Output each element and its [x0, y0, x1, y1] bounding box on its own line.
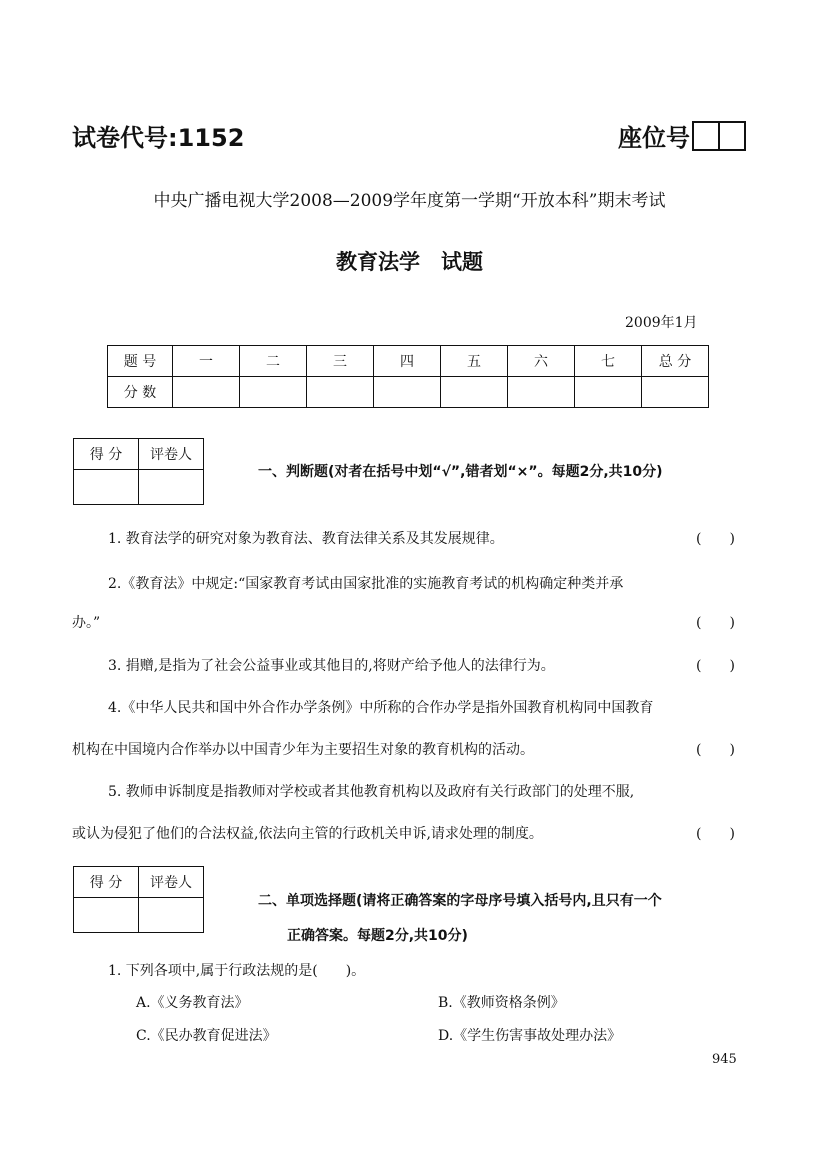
score-input-cell [173, 377, 240, 408]
score-input-cell [240, 377, 307, 408]
mc-question: 1. 下列各项中,属于行政法规的是( )。 [108, 963, 366, 979]
score-table [107, 345, 709, 408]
seat-label: 座位号 [618, 124, 690, 152]
seat-boxes [692, 121, 746, 151]
answer-paren: ( ) [696, 826, 735, 842]
section2-heading-line1: 二、单项选择题(请将正确答案的字母序号填入括号内,且只有一个 [258, 893, 662, 909]
score-table-cell: 题 号 [108, 346, 173, 377]
grader-name-cell [139, 898, 204, 933]
question-line: 办。” [72, 615, 101, 631]
answer-paren: ( ) [696, 615, 735, 631]
score-table-cell: 五 [441, 346, 508, 377]
grader-score-cell [74, 898, 139, 933]
score-input-cell [441, 377, 508, 408]
grader-score-cell [74, 470, 139, 505]
option-a: A.《义务教育法》 [136, 995, 249, 1011]
grader-score-label: 得 分 [74, 439, 139, 470]
grader-score-label: 得 分 [74, 867, 139, 898]
grader-name-label: 评卷人 [139, 439, 204, 470]
option-c: C.《民办教育促进法》 [136, 1028, 277, 1044]
seat-box [694, 123, 718, 149]
option-b: B.《教师资格条例》 [438, 995, 565, 1011]
question-line: 4.《中华人民共和国中外合作办学条例》中所称的合作办学是指外国教育机构同中国教育 [108, 700, 654, 716]
score-table-header-row [108, 346, 709, 377]
grader-name-cell [139, 470, 204, 505]
score-input-cell [642, 377, 709, 408]
answer-paren: ( ) [696, 742, 735, 758]
score-input-cell [307, 377, 374, 408]
score-table-score-row [108, 377, 709, 408]
score-table-cell: 四 [374, 346, 441, 377]
question-line: 2.《教育法》中规定:“国家教育考试由国家批准的实施教育考试的机构确定种类并承 [108, 576, 624, 592]
section1-heading: 一、判断题(对者在括号中划“√”,错者划“×”。每题2分,共10分) [258, 464, 663, 480]
question-line: 1. 教育法学的研究对象为教育法、教育法律关系及其发展规律。 [108, 531, 504, 547]
score-table-cell: 总 分 [642, 346, 709, 377]
score-input-cell [374, 377, 441, 408]
answer-paren: ( ) [696, 531, 735, 547]
subject-title: 教育法学 试题 [336, 250, 483, 274]
score-table-cell: 二 [240, 346, 307, 377]
section2-heading-line2: 正确答案。每题2分,共10分) [287, 928, 468, 944]
score-table-cell: 六 [508, 346, 575, 377]
grader-table-section1 [73, 438, 204, 505]
score-input-cell [575, 377, 642, 408]
option-d: D.《学生伤害事故处理办法》 [438, 1028, 622, 1044]
answer-paren: ( ) [696, 658, 735, 674]
paper-code: 试卷代号:1152 [72, 124, 245, 152]
score-table-cell: 七 [575, 346, 642, 377]
question-line: 3. 捐赠,是指为了社会公益事业或其他目的,将财产给予他人的法律行为。 [108, 658, 555, 674]
page-number: 945 [712, 1052, 737, 1067]
seat-number [618, 118, 746, 153]
score-row-label: 分 数 [108, 377, 173, 408]
question-line: 或认为侵犯了他们的合法权益,依法向主管的行政机关申诉,请求处理的制度。 [72, 826, 543, 842]
score-table-cell: 一 [173, 346, 240, 377]
question-line: 5. 教师申诉制度是指教师对学校或者其他教育机构以及政府有关行政部门的处理不服, [108, 784, 635, 800]
seat-box [718, 123, 744, 149]
grader-name-label: 评卷人 [139, 867, 204, 898]
grader-table-section2 [73, 866, 204, 933]
exam-date: 2009年1月 [625, 315, 698, 331]
question-line: 机构在中国境内合作举办以中国青少年为主要招生对象的教育机构的活动。 [72, 742, 534, 758]
exam-title: 中央广播电视大学2008—2009学年度第一学期“开放本科”期末考试 [153, 191, 666, 211]
score-table-cell: 三 [307, 346, 374, 377]
score-input-cell [508, 377, 575, 408]
